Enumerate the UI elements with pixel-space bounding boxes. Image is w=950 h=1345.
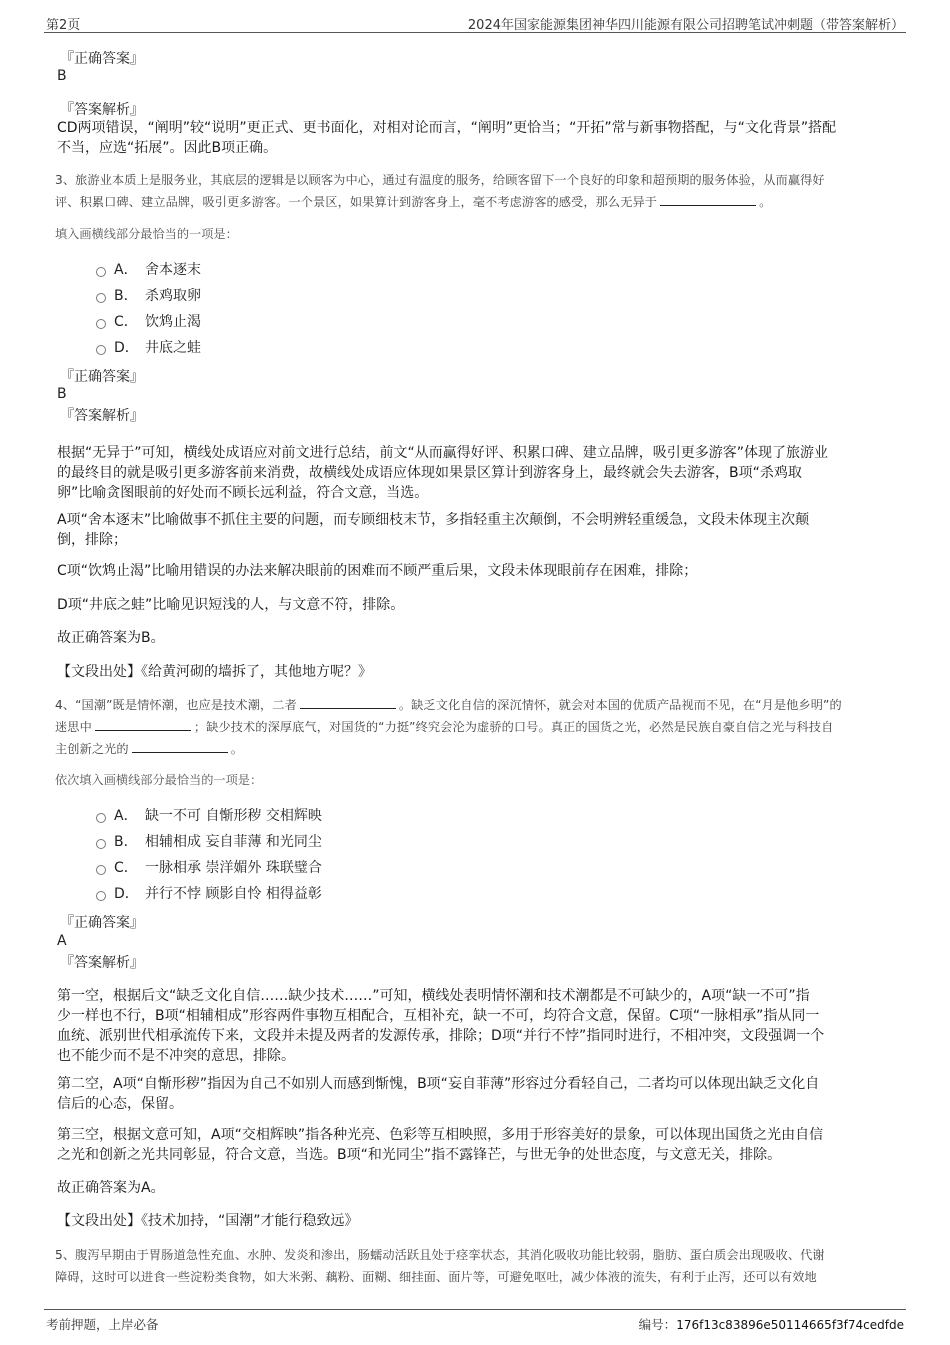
radio-icon[interactable] <box>96 319 106 329</box>
q3-answer-label: 『正确答案』 <box>60 369 144 385</box>
option-key: B． <box>114 834 138 850</box>
text-line: 第二空，A项“自惭形秽”指因为自己不如别人而感到惭愧，B项“妄自菲薄”形容过分看轻自己，二者均可以体现出缺乏文化自 <box>57 1076 820 1092</box>
radio-icon[interactable] <box>96 891 106 901</box>
q4-prompt: 依次填入画横线部分最恰当的一项是： <box>55 773 263 787</box>
text-line <box>55 738 842 760</box>
text-line: 根据“无异于”可知，横线处成语应对前文进行总结，前文“从而赢得好评、积累口碑、建立品牌，吸引更多游客”体现了旅游业 <box>57 445 829 461</box>
document-id <box>639 1315 904 1333</box>
q3-analysis-p3: C项“饮鸩止渴”比喻用错误的办法来解决眼前的困难而不顾严重后果，文段未体现眼前存在困难，排除； <box>57 563 698 579</box>
text-line: 第三空，根据文意可知，A项“交相辉映”指各种光亮、色彩等互相映照，多用于形容美好的景象，可以体现出国货之光由自信 <box>57 1127 824 1143</box>
text-line: 之光和创新之光共同彰显，符合文意，当选。B项“和光同尘”指不露锋芒，与世无争的处世态度，与文意无关，排除。 <box>57 1147 782 1163</box>
q3-option-a[interactable] <box>96 259 201 281</box>
text-line <box>55 716 842 738</box>
stem-text: ；缺少技术的深厚底气，对国货的“力挺”终究会沦为虚骄的口号。真正的国货之光，必然是民族自豪自信之光与科技自 <box>193 720 834 734</box>
option-key: C． <box>114 860 138 876</box>
radio-icon[interactable] <box>96 839 106 849</box>
text-line: 障碍，这时可以进食一些淀粉类食物，如大米粥、藕粉、面糊、细挂面、面片等，可避免呕吐，减少体液的流失，有利于止泻，还可以有效地 <box>55 1270 817 1284</box>
text-line: 第一空，根据后文“缺乏文化自信……缺少技术……”可知，横线处表明情怀潮和技术潮都是不可缺少的，A项“缺一不可”指 <box>57 988 810 1004</box>
q2-answer-label: 『正确答案』 <box>60 51 144 67</box>
option-key: C． <box>114 314 138 330</box>
option-key: D． <box>114 886 139 902</box>
q4-option-b[interactable] <box>96 831 322 853</box>
text-line: 5、腹泻早期由于胃肠道急性充血、水肿、发炎和渗出，肠蠕动活跃且处于痉挛状态，其消化吸收功能比较弱，脂肪、蛋白质会出现吸收、代谢 <box>55 1248 825 1262</box>
option-key: D． <box>114 340 139 356</box>
fill-blank <box>132 740 228 753</box>
stem-text: 迷思中 <box>55 720 92 734</box>
q3-analysis-p1 <box>57 443 828 503</box>
q3-source: 【文段出处】《给黄河砌的墙拆了，其他地方呢？》 <box>57 664 372 680</box>
text-line: 3、旅游业本质上是服务业，其底层的逻辑是以顾客为中心，通过有温度的服务，给顾客留下一个良好的印象和超预期的服务体验，从而赢得好 <box>55 173 825 187</box>
text-line: 信后的心态，保留。 <box>57 1096 183 1112</box>
q3-conclusion: 故正确答案为B。 <box>57 630 165 646</box>
radio-icon[interactable] <box>96 345 106 355</box>
option-key: A． <box>114 808 138 824</box>
q2-analysis-label: 『答案解析』 <box>60 102 144 118</box>
page-number: 第2页 <box>46 18 81 33</box>
q3-prompt: 填入画横线部分最恰当的一项是： <box>55 227 238 241</box>
q4-conclusion: 故正确答案为A。 <box>57 1180 165 1196</box>
option-text: 相辅相成 妄自菲薄 和光同尘 <box>145 834 322 850</box>
option-key: A． <box>114 262 138 278</box>
text-line: 卵”比喻贪图眼前的好处而不顾长远利益，符合文意，当选。 <box>57 485 429 501</box>
radio-icon[interactable] <box>96 865 106 875</box>
q4-answer: A <box>57 933 67 949</box>
q4-analysis-label: 『答案解析』 <box>60 955 144 971</box>
q3-stem <box>55 169 825 213</box>
option-key: B． <box>114 288 138 304</box>
stem-text: 评、积累口碑、建立品牌，吸引更多游客。一个景区，如果算计到游客身上，毫不考虑游客的感受，那么无异于 <box>55 195 658 209</box>
option-text: 舍本逐末 <box>145 262 201 278</box>
stem-text: 。 <box>759 195 772 209</box>
footer-motto: 考前押题，上岸必备 <box>46 1317 159 1332</box>
q4-analysis-p1 <box>57 986 824 1066</box>
option-text: 杀鸡取卵 <box>145 288 201 304</box>
fill-blank <box>300 696 396 709</box>
q4-option-d[interactable] <box>96 883 322 905</box>
page-footer <box>44 1309 906 1336</box>
q4-answer-label: 『正确答案』 <box>60 915 144 931</box>
option-text: 并行不悖 顾影自怜 相得益彰 <box>145 886 322 902</box>
q4-source: 【文段出处】《技术加持，“国潮”才能行稳致远》 <box>57 1213 359 1229</box>
q3-analysis-p4: D项“井底之蛙”比喻见识短浅的人，与文意不符，排除。 <box>57 597 405 613</box>
text-line: 的最终目的就是吸引更多游客前来消费，故横线处成语应体现如果景区算计到游客身上，最终就会失去游客，B项“杀鸡取 <box>57 465 802 481</box>
q2-analysis <box>57 118 836 158</box>
fill-blank <box>95 718 191 731</box>
q4-analysis-p2 <box>57 1074 819 1114</box>
text-line: 也不能少而不是不冲突的意思，排除。 <box>57 1048 295 1064</box>
stem-text: 4、“国潮”既是情怀潮，也应是技术潮，二者 <box>55 698 297 712</box>
text-line: A项“舍本逐末”比喻做事不抓住主要的问题，而专顾细枝末节，多指轻重主次颠倒，不会明辨轻重缓急，文段未体现主次颠 <box>57 512 810 528</box>
stem-text: 。缺乏文化自信的深沉情怀，就会对本国的优质产品视而不见，在“月是他乡明”的 <box>398 698 842 712</box>
radio-icon[interactable] <box>96 293 106 303</box>
q3-option-b[interactable] <box>96 285 201 307</box>
document-id-label: 编号： <box>638 1317 677 1332</box>
page-header <box>44 10 906 33</box>
text-line: 倒，排除； <box>57 532 127 548</box>
q4-stem <box>55 694 842 760</box>
radio-icon[interactable] <box>96 813 106 823</box>
option-text: 井底之蛙 <box>145 340 201 356</box>
q4-option-c[interactable] <box>96 857 322 879</box>
q2-answer: B <box>57 68 67 84</box>
fill-blank <box>660 193 756 206</box>
option-text: 缺一不可 自惭形秽 交相辉映 <box>145 808 322 824</box>
document-id-value: 176f13c83896e50114665f3f74cedfde <box>676 1318 904 1332</box>
q3-option-c[interactable] <box>96 311 201 333</box>
q4-option-a[interactable] <box>96 805 322 827</box>
q4-analysis-p3 <box>57 1125 823 1165</box>
q3-analysis-p2 <box>57 510 809 550</box>
text-line: 不当，应选“拓展”。因此B项正确。 <box>57 140 278 156</box>
q3-analysis-label: 『答案解析』 <box>60 408 144 424</box>
text-line <box>55 191 825 213</box>
text-line: CD两项错误，“阐明”较“说明”更正式、更书面化，对相对论而言，“阐明”更恰当；“开拓”常与新事物搭配，与“文化背景”搭配 <box>57 120 837 136</box>
q3-option-d[interactable] <box>96 337 201 359</box>
document-title: 2024年国家能源集团神华四川能源有限公司招聘笔试冲刺题（带答案解析） <box>467 18 904 33</box>
radio-icon[interactable] <box>96 267 106 277</box>
q5-stem <box>55 1244 825 1288</box>
stem-text: 主创新之光的 <box>55 742 129 756</box>
stem-text: 。 <box>230 742 244 756</box>
q3-answer: B <box>57 386 67 402</box>
text-line: 少一样也不行，B项“相辅相成”形容两件事物互相配合，互相补充，缺一不可，均符合文意，保留。C项“一脉相承”指从同一 <box>57 1008 820 1024</box>
text-line: 血统、派别世代相承流传下来，文段并未提及两者的发源传承，排除；D项“并行不悖”指同时进行，不相冲突，文段强调一个 <box>57 1028 825 1044</box>
option-text: 饮鸩止渴 <box>145 314 201 330</box>
text-line <box>55 694 842 716</box>
option-text: 一脉相承 崇洋媚外 珠联璧合 <box>145 860 322 876</box>
